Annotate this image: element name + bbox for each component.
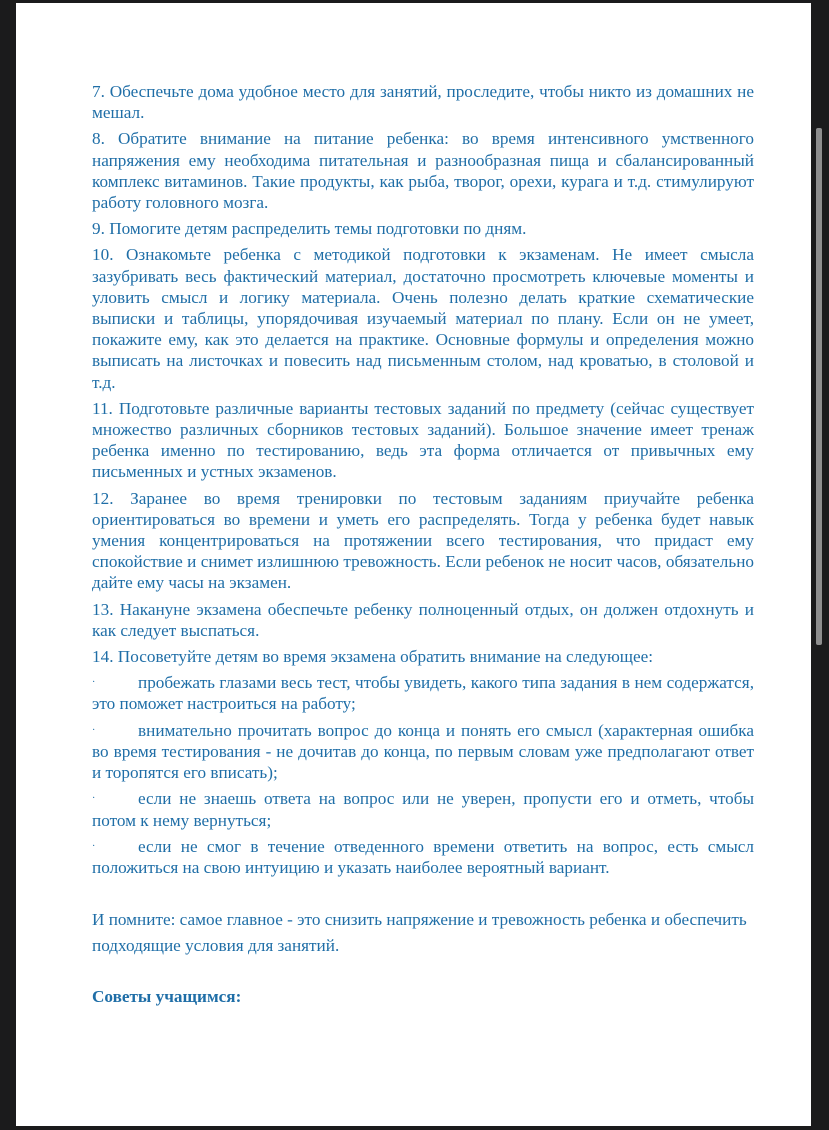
- list-item-13: 13. Накануне экзамена обеспечьте ребенку полноценный отдых, он должен отдохнуть и как следует выспаться.: [92, 599, 754, 640]
- closing-remark-continued: подходящие условия для занятий.: [92, 936, 340, 956]
- list-item-9: 9. Помогите детям распределить темы подготовки по дням.: [92, 219, 527, 239]
- bullet-dot-icon: ·: [92, 677, 96, 689]
- bullet-dot-icon: ·: [92, 793, 96, 805]
- bullet-text: внимательно прочитать вопрос до конца и понять его смысл (характерная ошибка во время тестирования - не дочитав до конца, по первым словам уже предполагают ответ и торопятся его вписать);: [92, 720, 754, 783]
- list-item-8: 8. Обратите внимание на питание ребенка: во время интенсивного умственного напряжения ему необходима питательная и разнообразная пища и сбалансированный комплекс витаминов. Такие продукты, как рыба, творог, орехи, курага и т.д. стимулируют работу головного мозга.: [92, 129, 754, 213]
- closing-remark: И помните: самое главное - это снизить напряжение и тревожность ребенка и обеспечить: [92, 910, 747, 930]
- bullet-dot-icon: ·: [92, 840, 96, 852]
- document-page: [16, 3, 811, 1126]
- list-item-14: 14. Посоветуйте детям во время экзамена обратить внимание на следующее:: [92, 647, 654, 667]
- bullet-text: если не знаешь ответа на вопрос или не уверен, пропусти его и отметь, чтобы потом к нему вернуться;: [92, 789, 754, 830]
- spacer: [92, 883, 754, 909]
- section-heading: Советы учащимся:: [92, 986, 242, 1006]
- bullet-dot-icon: ·: [92, 724, 96, 736]
- bullet-item: [92, 720, 754, 784]
- spacer: [92, 957, 754, 986]
- page-content: [92, 81, 754, 1007]
- bullet-text: пробежать глазами весь тест, чтобы увидеть, какого типа задания в нем содержатся, это поможет настроиться на работу;: [92, 673, 754, 714]
- list-item-7: 7. Обеспечьте дома удобное место для занятий, проследите, чтобы никто из домашних не мешал.: [92, 82, 754, 123]
- bullet-item: [92, 836, 754, 878]
- bullet-item: [92, 788, 754, 830]
- list-item-11: 11. Подготовьте различные варианты тестовых заданий по предмету (сейчас существует множество различных сборников тестовых заданий). Большое значение имеет тренаж ребенка именно по тестированию, ведь эта форма отличается от привычных ему письменных и устных экзаменов.: [92, 398, 754, 482]
- list-item-10: 10. Ознакомьте ребенка с методикой подготовки к экзаменам. Не имеет смысла зазубривать весь фактический материал, достаточно просмотреть ключевые моменты и уловить смысл и логику материала. Очень полезно делать краткие схематические выписки и таблицы, упорядочивая изучаемый материал по плану. Если он не умеет, покажите ему, как это делается на практике. Основные формулы и определения можно выписать на листочках и повесить над письменным столом, над кроватью, в столовой и т.д.: [92, 245, 754, 392]
- list-item-12: 12. Заранее во время тренировки по тестовым заданиям приучайте ребенка ориентироваться во времени и уметь его распределять. Тогда у ребенка будет навык умения концентрироваться на протяжении всего тестирования, что придаст ему спокойствие и снимет излишнюю тревожность. Если ребенок не носит часов, обязательно дайте ему часы на экзамен.: [92, 488, 754, 593]
- bullet-item: [92, 672, 754, 714]
- bullet-text: если не смог в течение отведенного времени ответить на вопрос, есть смысл положиться на свою интуицию и указать наиболее вероятный вариант.: [92, 836, 754, 877]
- scrollbar-thumb[interactable]: [816, 128, 822, 645]
